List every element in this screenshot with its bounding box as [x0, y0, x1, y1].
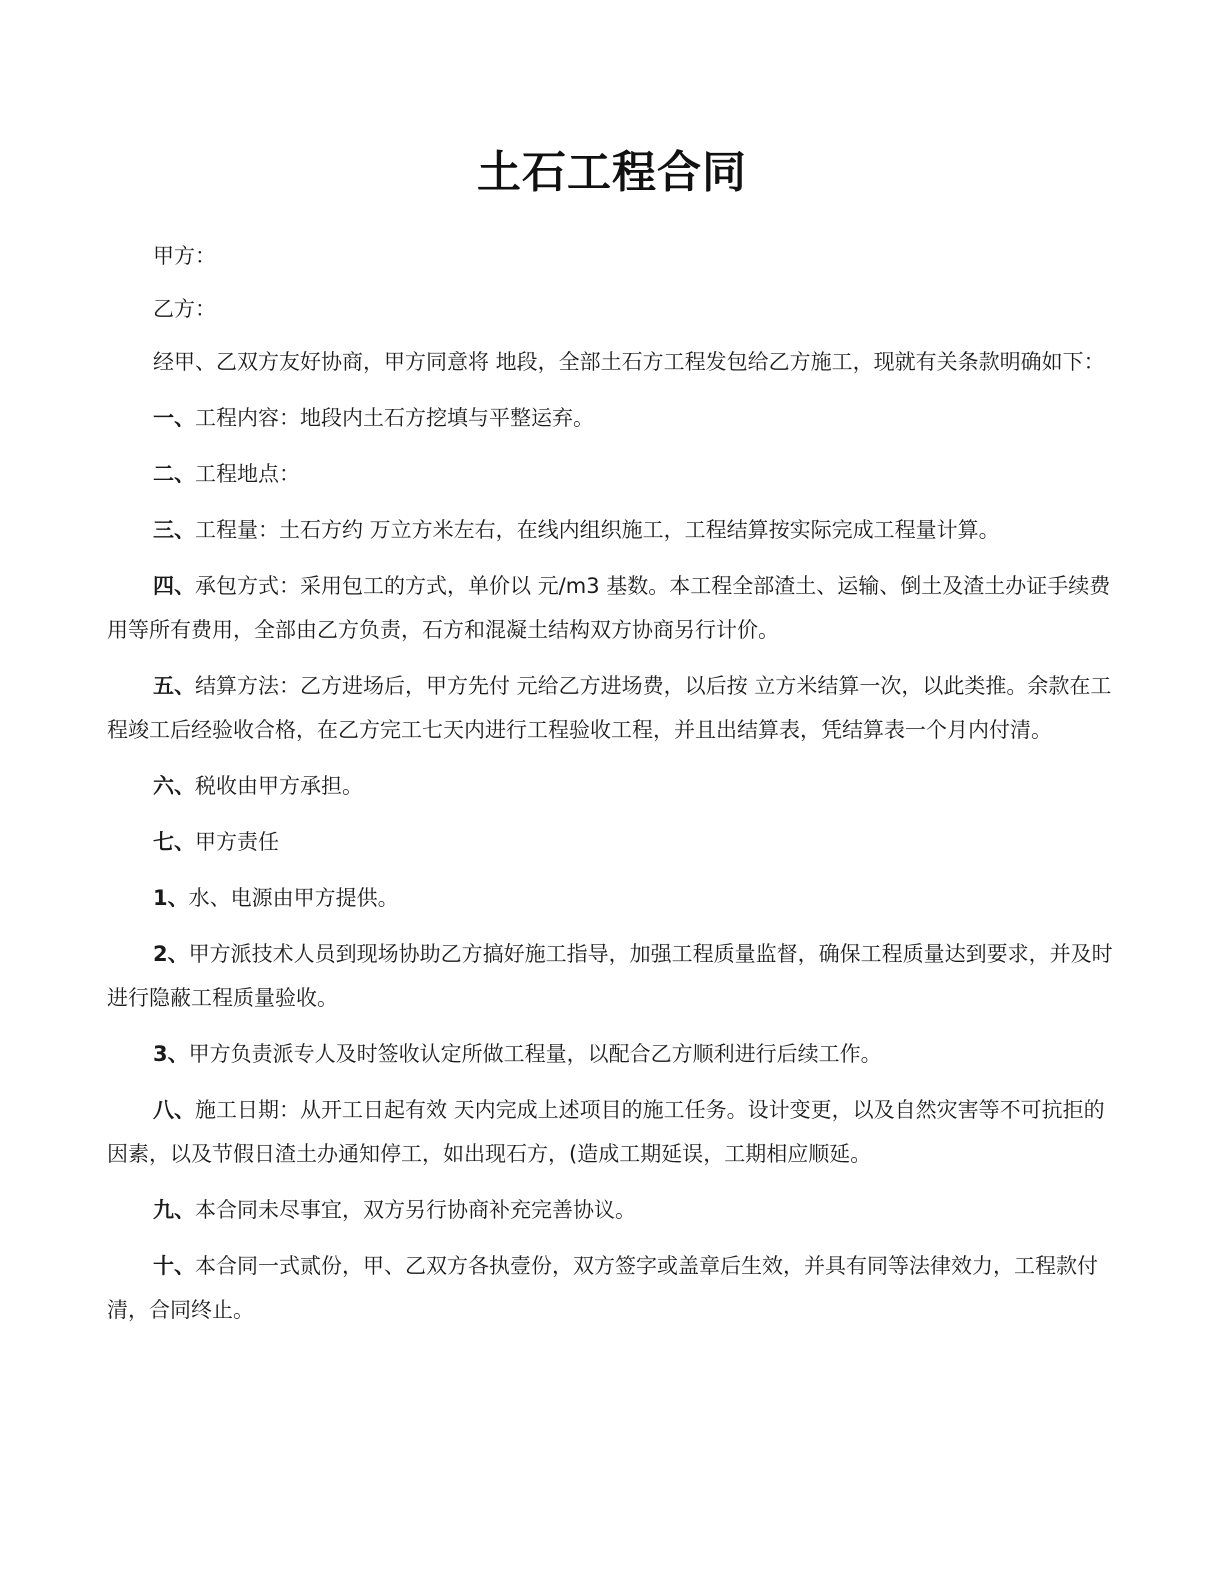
clause-text: 甲方负责派专人及时签收认定所做工程量，以配合乙方顺利进行后续工作。: [188, 1042, 882, 1066]
clause-text: 甲方派技术人员到现场协助乙方搞好施工指导，加强工程质量监督，确保工程质量达到要求，并及时进行隐蔽工程质量验收。: [107, 942, 1113, 1010]
clause-number: 1、: [153, 886, 189, 910]
clause-number: 八、: [153, 1098, 195, 1122]
clause-2: [107, 452, 1117, 496]
clause-number: 十、: [153, 1254, 195, 1278]
page-title: 土石工程合同: [477, 147, 747, 198]
intro-paragraph: 经甲、乙双方友好协商，甲方同意将 地段，全部土石方工程发包给乙方施工，现就有关条款明确如下：: [153, 350, 1105, 374]
clause-7: [107, 820, 1117, 864]
clause-7-item-3: [107, 1032, 1117, 1076]
clause-number: 2、: [153, 942, 189, 966]
party-b-field: 乙方：: [153, 297, 216, 321]
clause-text: 承包方式：采用包工的方式，单价以 元/m3 基数。本工程全部渣土、运输、倒土及渣土办证手续费用等所有费用，全部由乙方负责，石方和混凝土结构双方协商另行计价。: [107, 574, 1111, 642]
clause-1: [107, 396, 1117, 440]
clause-text: 水、电源由甲方提供。: [188, 886, 399, 910]
clause-number: 七、: [153, 830, 195, 854]
clause-4: [107, 564, 1117, 652]
clause-text: 工程地点：: [195, 462, 300, 486]
clause-5: [107, 664, 1117, 752]
contract-body: [107, 234, 1117, 1344]
clause-number: 三、: [153, 518, 195, 542]
clause-text: 结算方法：乙方进场后，甲方先付 元给乙方进场费，以后按 立方米结算一次，以此类推。余款在工程竣工后经验收合格，在乙方完工七天内进行工程验收工程，并且出结算表，凭结算表一个月内付清。: [107, 674, 1112, 742]
clause-text: 甲方责任: [195, 830, 279, 854]
clause-number: 六、: [153, 774, 195, 798]
clause-text: 施工日期：从开工日起有效 天内完成上述项目的施工任务。设计变更，以及自然灾害等不可抗拒的因素，以及节假日渣土办通知停工，如出现石方，(造成工期延误，工期相应顺延。: [107, 1098, 1105, 1166]
party-a-field: 甲方：: [153, 244, 216, 268]
clause-text: 本合同未尽事宜，双方另行协商补充完善协议。: [195, 1198, 636, 1222]
clause-text: 工程量：土石方约 万立方米左右，在线内组织施工，工程结算按实际完成工程量计算。: [195, 518, 1000, 542]
clause-3: [107, 508, 1117, 552]
clause-number: 3、: [153, 1042, 189, 1066]
clause-text: 本合同一式贰份，甲、乙双方各执壹份，双方签字或盖章后生效，并具有同等法律效力，工程款付清，合同终止。: [107, 1254, 1098, 1322]
clause-9: [107, 1188, 1117, 1232]
clause-7-item-2: [107, 932, 1117, 1020]
clause-10: [107, 1244, 1117, 1332]
clause-number: 九、: [153, 1198, 195, 1222]
clause-number: 五、: [153, 674, 195, 698]
clause-number: 四、: [153, 574, 195, 598]
clause-number: 二、: [153, 462, 195, 486]
clause-7-item-1: [107, 876, 1117, 920]
clause-8: [107, 1088, 1117, 1176]
clause-text: 工程内容：地段内土石方挖填与平整运弃。: [195, 406, 594, 430]
clause-text: 税收由甲方承担。: [195, 774, 363, 798]
clause-number: 一、: [153, 406, 195, 430]
clause-6: [107, 764, 1117, 808]
